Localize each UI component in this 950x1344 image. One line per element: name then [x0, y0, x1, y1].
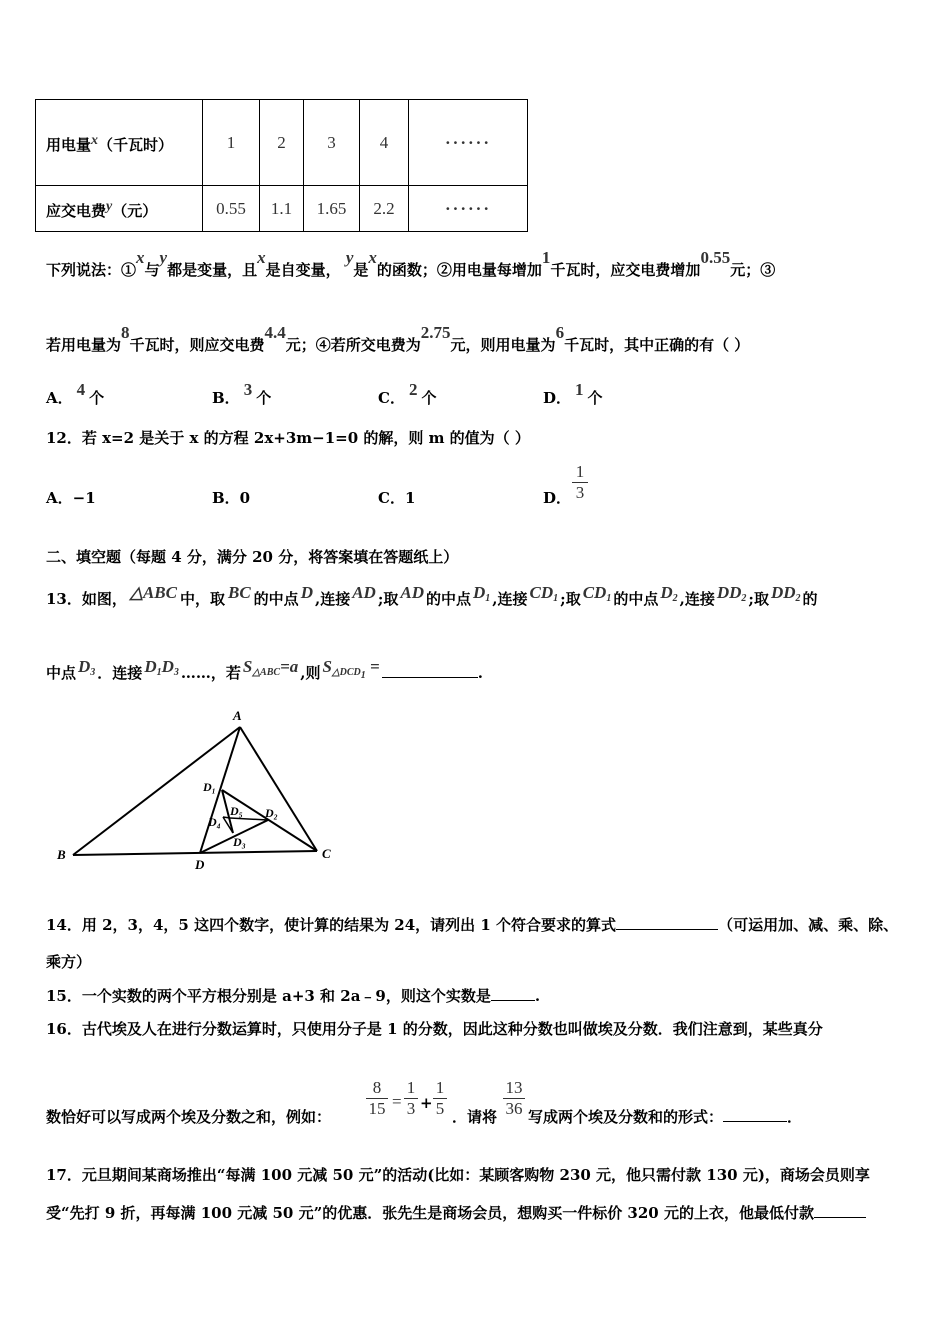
fraction-1-3: $\frac{1}{3}$ — [404, 1078, 418, 1119]
electricity-table — [35, 99, 528, 232]
q14-line1: 14．用 2，3，4，5 这四个数字，使计算的结果为 24，请列出 1 个符合要求的算式 （可运用加、减、乘、除、 — [46, 916, 899, 934]
table-cell: 2 — [260, 100, 304, 186]
fraction-13-36: $\frac{13}{36}$ — [503, 1078, 525, 1119]
q11-option-d: D． 1 个 — [543, 380, 603, 407]
table-cell: 0.55 — [203, 186, 260, 232]
table-header-fee: 应交电费y（元） — [36, 186, 203, 232]
q11-option-a: A． 4 个 — [46, 380, 105, 407]
q17-answer-blank[interactable] — [814, 1217, 866, 1218]
equals-sign: = — [392, 1092, 402, 1111]
q11-option-b: B． 3 个 — [212, 380, 272, 407]
table-cell: 1 — [203, 100, 260, 186]
table-cell: ······ — [409, 100, 528, 186]
table-cell: 1.65 — [304, 186, 360, 232]
q13-line1: 13．如图， △ABC 中，取 BC 的中点 D ,连接 AD ;取 AD 的中点 $D_1$ ,连接 $CD_1$ ;取 $CD_1$ 的中点 $D_2$ ,连接 $DD_2$ ;取 $DD_2$ 的 — [46, 583, 818, 608]
table-cell: ······ — [409, 186, 528, 232]
section-title: 二、填空题（每题 4 分，满分 20 分，将答案填在答题纸上） — [46, 548, 459, 566]
triangle-figure — [55, 705, 345, 875]
edge-bc — [73, 851, 317, 855]
q12-option-d: D． — [543, 489, 572, 507]
q15-answer-blank[interactable] — [491, 1000, 535, 1001]
plus-sign: + — [420, 1094, 433, 1112]
q16-line2a: 数恰好可以写成两个埃及分数之和，例如： — [46, 1108, 332, 1126]
table-cell: 1.1 — [260, 186, 304, 232]
q12-option-c: C．1 — [378, 489, 416, 507]
label-a: A — [233, 708, 242, 723]
q15: 15．一个实数的两个平方根分别是 a+3 和 2a﹣9，则这个实数是 . — [46, 987, 541, 1005]
q11-option-c: C． 2 个 — [378, 380, 437, 407]
label-d4: D₄ — [208, 815, 221, 829]
q16-line2c: 写成两个埃及分数和的形式： ． — [528, 1108, 803, 1126]
q11-line1: 下列说法：①x与y都是变量，且x是自变量， y是x的函数；②用电量每增加1千瓦时，应交电费增加0.55元；③ — [46, 248, 776, 279]
q12-stem: 12．若 x=2 是关于 x 的方程 2x+3m−1=0 的解，则 m 的值为（ ） — [46, 429, 530, 447]
table-header-usage: 用电量x（千瓦时） — [36, 100, 203, 186]
fraction-8-15: $\frac{8}{15}$ — [366, 1078, 388, 1119]
label-d3: D₃ — [233, 835, 246, 849]
label-b: B — [57, 847, 66, 862]
q16-line2b: ．请将 — [452, 1108, 498, 1126]
label-d: D — [195, 857, 205, 872]
q12-option-a: A．−1 — [46, 489, 96, 507]
label-c: C — [322, 846, 331, 861]
q14-line2: 乘方） — [46, 953, 92, 971]
label-d2: D₂ — [265, 806, 278, 820]
edge-ac — [240, 727, 317, 851]
table-cell: 2.2 — [360, 186, 409, 232]
segment-d5d2 — [230, 818, 268, 820]
q13-line2: 中点 $D_3$ ．连接 $D_1D_3$ ……，若 $S_{\triangle ABC}=a$ ,则 $S_{\triangle DCD_1}$ = . — [46, 657, 483, 682]
label-d5: D₅ — [230, 804, 243, 818]
q11-line2: 若用电量为8千瓦时，则应交电费4.4元；④若所交电费为2.75元，则用电量为6千瓦时，其中正确的有（ ） — [46, 323, 750, 354]
q16-line1: 16．古代埃及人在进行分数运算时，只使用分子是 1 的分数，因此这种分数也叫做埃及分数．我们注意到，某些真分 — [46, 1020, 823, 1038]
q14-answer-blank[interactable] — [616, 929, 718, 930]
table-cell: 4 — [360, 100, 409, 186]
q17-line2: 受“先打 9 折，再每满 100 元减 50 元”的优惠．张先生是商场会员，想购买一件标价 320 元的上衣，他最低付款 — [46, 1202, 866, 1223]
q12-option-b: B．0 — [212, 489, 251, 507]
fraction-1-5: $\frac{1}{5}$ — [433, 1078, 447, 1119]
q12-option-d-fraction: $\frac{1}{3}$ — [572, 462, 588, 503]
q13-answer-blank[interactable] — [382, 677, 478, 678]
label-d1: D₁ — [203, 780, 216, 794]
table-cell: 3 — [304, 100, 360, 186]
segment-d5d4 — [223, 817, 230, 818]
q16-answer-blank[interactable] — [723, 1121, 787, 1122]
q17-line1: 17．元旦期间某商场推出“每满 100 元减 50 元”的活动(比如：某顾客购物 230 元，他只需付款 130 元)，商场会员则享 — [46, 1166, 870, 1184]
